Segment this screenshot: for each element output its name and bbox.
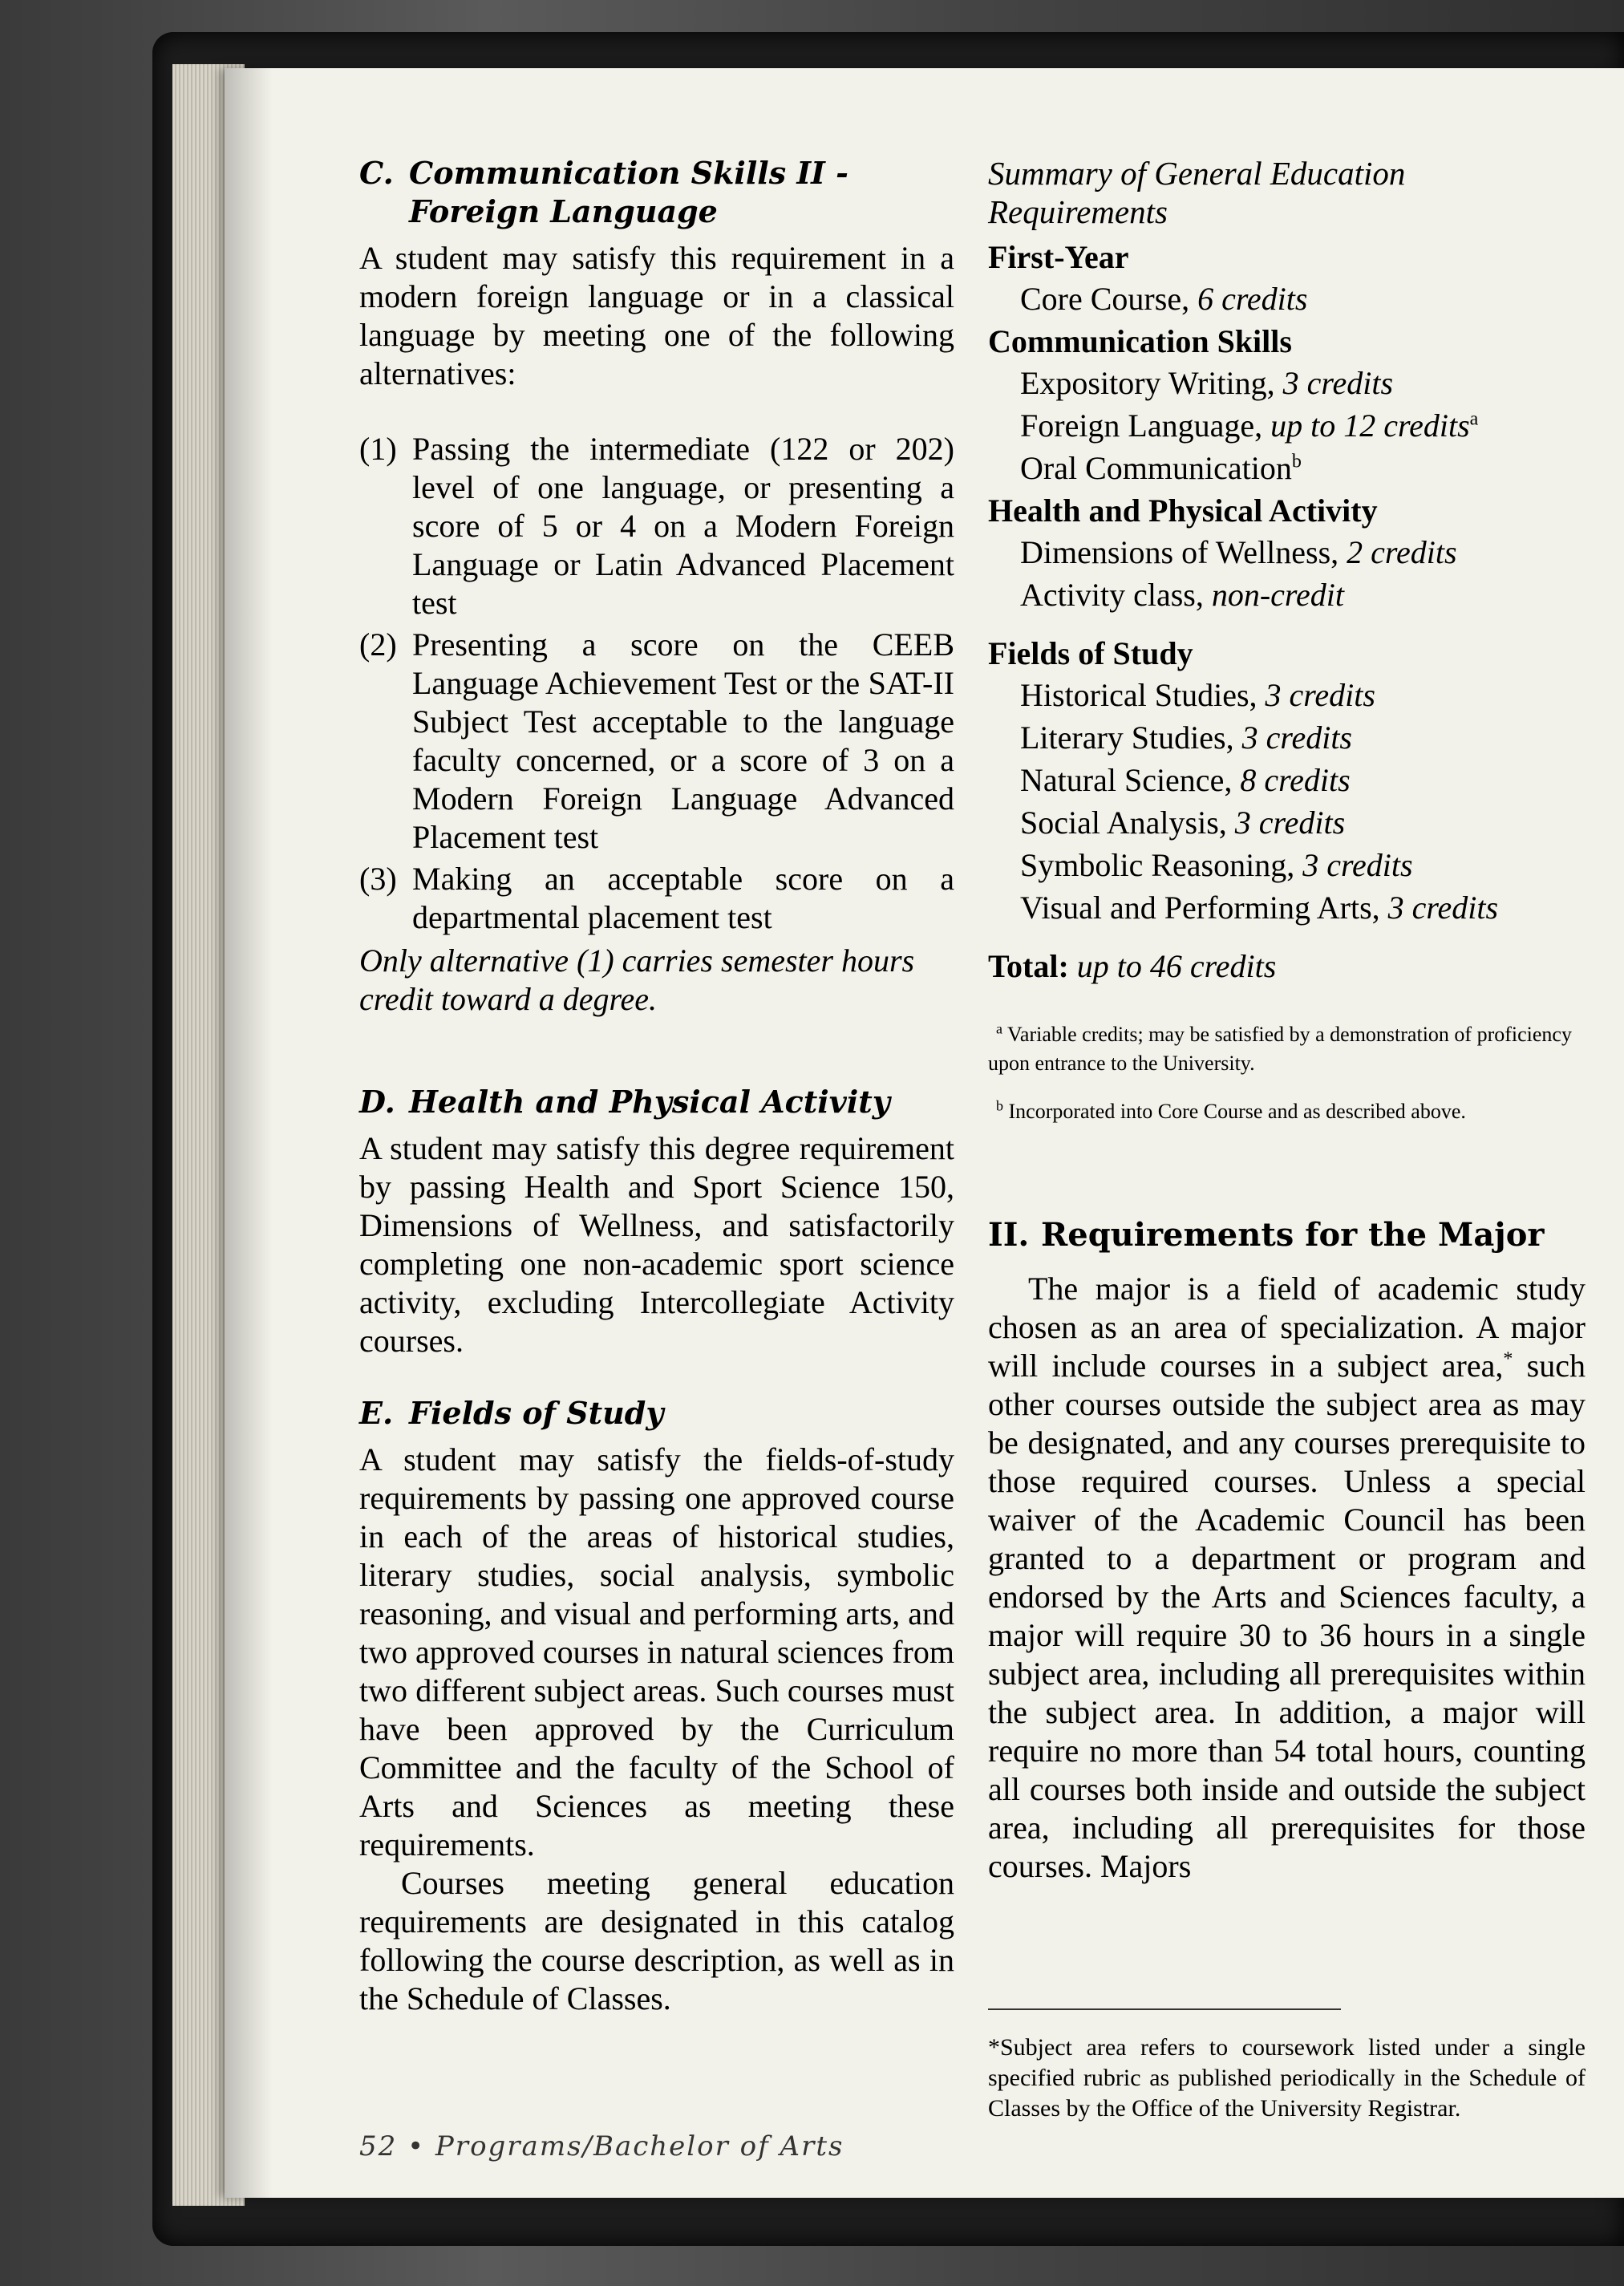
summary-item-literary	[988, 716, 1586, 759]
footnote-b	[988, 1097, 1586, 1126]
alternatives-list	[359, 430, 954, 937]
footnote-a	[988, 1020, 1586, 1078]
major-body-part-b: such other courses outside the subject area as may be designated, and any courses prerequisite to those required courses. Unless a special waiver of the Academic Council has been granted to a department or program and endorsed by the Arts and Sciences faculty, a major will require 30 to 36 hours in a single subject area, including all prerequisites within the subject area. In addition, a major will require no more than 54 total hours, counting all courses both inside and outside the subject area, including all prerequisites for those courses. Majors	[988, 1348, 1586, 1884]
alternative-2	[359, 626, 954, 857]
item-label: Oral Communication	[1020, 450, 1292, 486]
alternative-3-text: Making an acceptable score on a departmental placement test	[412, 861, 954, 935]
item-credits: 3 credits	[1387, 890, 1499, 926]
item-credits: 3 credits	[1282, 365, 1394, 401]
major-body	[988, 1270, 1586, 1886]
summary-title-1: Summary of General Education	[988, 155, 1406, 192]
alternative-1-text: Passing the intermediate (122 or 202) level of one language, or presenting a score of 5 or 4 on a Modern Foreign Language or Latin Advanced Placement test	[412, 431, 954, 621]
alternative-3	[359, 860, 954, 937]
total-value: up to 46 credits	[1076, 948, 1277, 984]
summary-total	[988, 946, 1586, 987]
item-label: Social Analysis,	[1020, 805, 1235, 841]
summary-item-foreign-language	[988, 404, 1586, 447]
summary-item-social	[988, 801, 1586, 844]
section-e	[359, 1394, 954, 2018]
summary-item-activity	[988, 574, 1586, 616]
item-label: Foreign Language,	[1020, 407, 1271, 444]
section-d-letter: D.	[359, 1084, 395, 1120]
footnote-mark-a: a	[1469, 408, 1479, 430]
item-credits: 8 credits	[1240, 762, 1351, 798]
section-e-body-1: A student may satisfy the fields-of-study requirements by passing one approved course in each of the areas of historical studies, literary studies, social analysis, symbolic reasoning, and visual and performing arts, and two approved courses in natural sciences from two different subject areas. Such courses must have been approved by the Curriculum Committee and the faculty of the School of Arts and Sciences as meeting these requirements.	[359, 1441, 955, 1862]
section-c-letter: C.	[359, 155, 394, 191]
footnote-rule	[988, 2008, 1341, 2010]
alternative-2-num: (2)	[359, 626, 397, 663]
major-title: Requirements for the Major	[1041, 1216, 1545, 1254]
item-credits: 3 credits	[1302, 847, 1413, 883]
item-credits: 3 credits	[1234, 805, 1346, 841]
summary-item-oral	[988, 447, 1586, 489]
major-heading	[988, 1215, 1586, 1255]
section-c-heading	[359, 154, 954, 231]
item-credits: 2 credits	[1347, 534, 1457, 570]
section-c-title-2: Foreign Language	[409, 193, 718, 229]
footnote-a-mark: a	[996, 1020, 1002, 1037]
section-e-heading	[359, 1394, 954, 1433]
section-e-title: Fields of Study	[409, 1395, 664, 1431]
section-e-body-2: Courses meeting general education requirements are designated in this catalog following the course description, as well as in the Schedule of Classes.	[359, 1865, 954, 2016]
section-d-body: A student may satisfy this degree requirement by passing Health and Sport Science 150, Dimensions of Wellness, and satisfactorily completing one non-academic sport science activity, excluding Intercollegiate Activity courses.	[359, 1130, 954, 1359]
major-body-part-a: The major is a field of academic study chosen as an area of specialization. A major will include courses in a subject area,	[988, 1271, 1586, 1384]
item-label: Natural Science,	[1020, 762, 1241, 798]
alternative-1	[359, 430, 954, 622]
major-number: II.	[988, 1216, 1030, 1254]
summary-item-wellness	[988, 531, 1586, 574]
gutter-shadow	[225, 68, 273, 2198]
section-c-intro: A student may satisfy this requirement in a modern foreign language or in a classical language by meeting one of the following alternatives:	[359, 240, 954, 391]
item-credits: non-credit	[1211, 577, 1344, 613]
alternative-1-num: (1)	[359, 431, 397, 467]
subject-area-footnote: *Subject area refers to coursework listed under a single specified rubric as published periodically in the Schedule of Classes by the Office of the University Registrar.	[988, 2034, 1586, 2122]
item-credits: up to 12 credits	[1270, 407, 1470, 444]
item-credits: 3 credits	[1265, 677, 1375, 713]
item-label: Historical Studies,	[1020, 677, 1266, 713]
item-label: Activity class,	[1020, 577, 1212, 613]
section-d-heading	[359, 1083, 954, 1121]
major-section	[988, 1215, 1586, 1886]
footnote-mark-b: b	[1291, 451, 1302, 472]
item-label: Symbolic Reasoning,	[1020, 847, 1303, 883]
footnote-b-text: Incorporated into Core Course and as described above.	[1008, 1100, 1466, 1123]
item-credits: 3 credits	[1241, 719, 1352, 756]
summary-item-natural	[988, 759, 1586, 801]
item-credits: 6 credits	[1197, 281, 1308, 317]
total-label: Total:	[988, 948, 1069, 984]
group-first-year: First-Year	[988, 239, 1129, 275]
section-c	[359, 154, 954, 1019]
alternative-2-text: Presenting a score on the CEEB Language Achievement Test or the SAT-II Subject Test acceptable to the language faculty concerned, or a score of 3 on a Modern Foreign Language Advanced Placement test	[412, 626, 954, 855]
summary-item-symbolic	[988, 844, 1586, 886]
asterisk-mark: *	[1503, 1348, 1513, 1370]
item-label: Visual and Performing Arts,	[1020, 890, 1388, 926]
summary-item-visual	[988, 886, 1586, 929]
summary-item-historical	[988, 674, 1586, 716]
item-label: Dimensions of Wellness,	[1020, 534, 1347, 570]
section-d-title: Health and Physical Activity	[409, 1084, 890, 1120]
group-fields-of-study: Fields of Study	[988, 635, 1193, 671]
section-d	[359, 1083, 954, 1360]
item-label: Literary Studies,	[1020, 719, 1242, 756]
item-label: Expository Writing,	[1020, 365, 1283, 401]
item-label: Core Course,	[1020, 281, 1198, 317]
alternative-3-num: (3)	[359, 861, 397, 897]
summary	[988, 154, 1586, 1126]
group-communication-skills: Communication Skills	[988, 323, 1292, 359]
section-c-title-1: Communication Skills II -	[409, 155, 848, 191]
footnote-b-mark: b	[996, 1097, 1003, 1114]
section-e-letter: E.	[359, 1395, 394, 1431]
group-health: Health and Physical Activity	[988, 492, 1378, 529]
footnote-a-text: Variable credits; may be satisfied by a demonstration of proficiency upon entrance to the University.	[988, 1023, 1572, 1075]
section-c-note: Only alternative (1) carries semester hours credit toward a degree.	[359, 942, 915, 1017]
page-footer: 52 • Programs/Bachelor of Arts	[359, 2130, 844, 2162]
summary-item-core	[988, 278, 1586, 320]
summary-title-2: Requirements	[988, 193, 1168, 230]
summary-item-expository	[988, 362, 1586, 404]
